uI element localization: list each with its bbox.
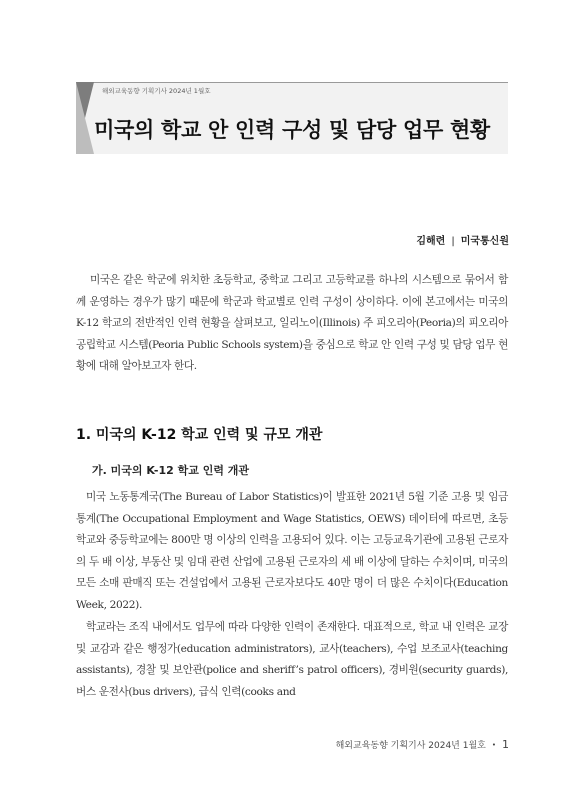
author-line [416, 232, 509, 247]
running-head: 해외교육동향 기획기사 2024년 1월호 [102, 87, 211, 95]
page-number: 1 [502, 738, 509, 751]
banner-top-rule [76, 82, 508, 83]
author-affiliation: 미국통신원 [460, 236, 509, 247]
body-paragraph: 학교라는 조직 내에서도 업무에 따라 다양한 인력이 존재한다. 대표적으로, 학교 내 인력은 교장 및 교감과 같은 행정가(education administrators), 교사(teachers), 수업 보조교사(teaching assistants), 경찰 및 보안관(police and sheriff’s patrol officers), 경비원(security guards), 버스 운전사(bus drivers), 급식 인력(cooks and [76, 621, 508, 698]
author-name: 김해련 [416, 236, 446, 247]
author-separator: | [451, 236, 455, 247]
footer-bullet: • [491, 741, 496, 749]
section-heading: 1. 미국의 K-12 학교 인력 및 규모 개관 [76, 427, 323, 443]
document-title: 미국의 학교 안 인력 구성 및 담당 업무 현황 [94, 118, 490, 142]
footer-label: 해외교육동향 기획기사 2024년 1월호 [335, 741, 486, 751]
intro-paragraph: 미국은 같은 학군에 위치한 초등학교, 중학교 그리고 고등학교를 하나의 시스템으로 묶어서 함께 운영하는 경우가 많기 때문에 학군과 학교별로 인력 구성이 상이하다. 이에 본고에서는 미국의 K-12 학교의 전반적인 인력 현황을 살펴보고, 일리노이(Illinois) 주 피오리아(Peoria)의 피오리아 공립학교 시스템(Peoria Public Schools system)을 중심으로 학교 안 인력 구성 및 담당 업무 현황에 대해 알아보고자 한다. [76, 274, 508, 372]
subsection-heading: 가. 미국의 K-12 학교 인력 개관 [92, 464, 250, 477]
body-paragraph: 미국 노동통계국(The Bureau of Labor Statistics)이 발표한 2021년 5월 기준 고용 및 임금 통계(The Occupational Employment and Wage Statistics, OEWS) 데이터에 따르면, 초등학교와 중등학교에는 800만 명 이상의 인력을 고용되어 있다. 이는 고등교육기관에 고용된 근로자의 두 배 이상, 부동산 및 임대 관련 산업에 고용된 근로자의 세 배 이상에 달하는 수치이며, 미국의 모든 소매 판매직 또는 건설업에서 고용된 근로자보다도 40만 명이 더 많은 수치이다(Education Week, 2022). [76, 491, 508, 611]
page-footer [336, 738, 509, 751]
